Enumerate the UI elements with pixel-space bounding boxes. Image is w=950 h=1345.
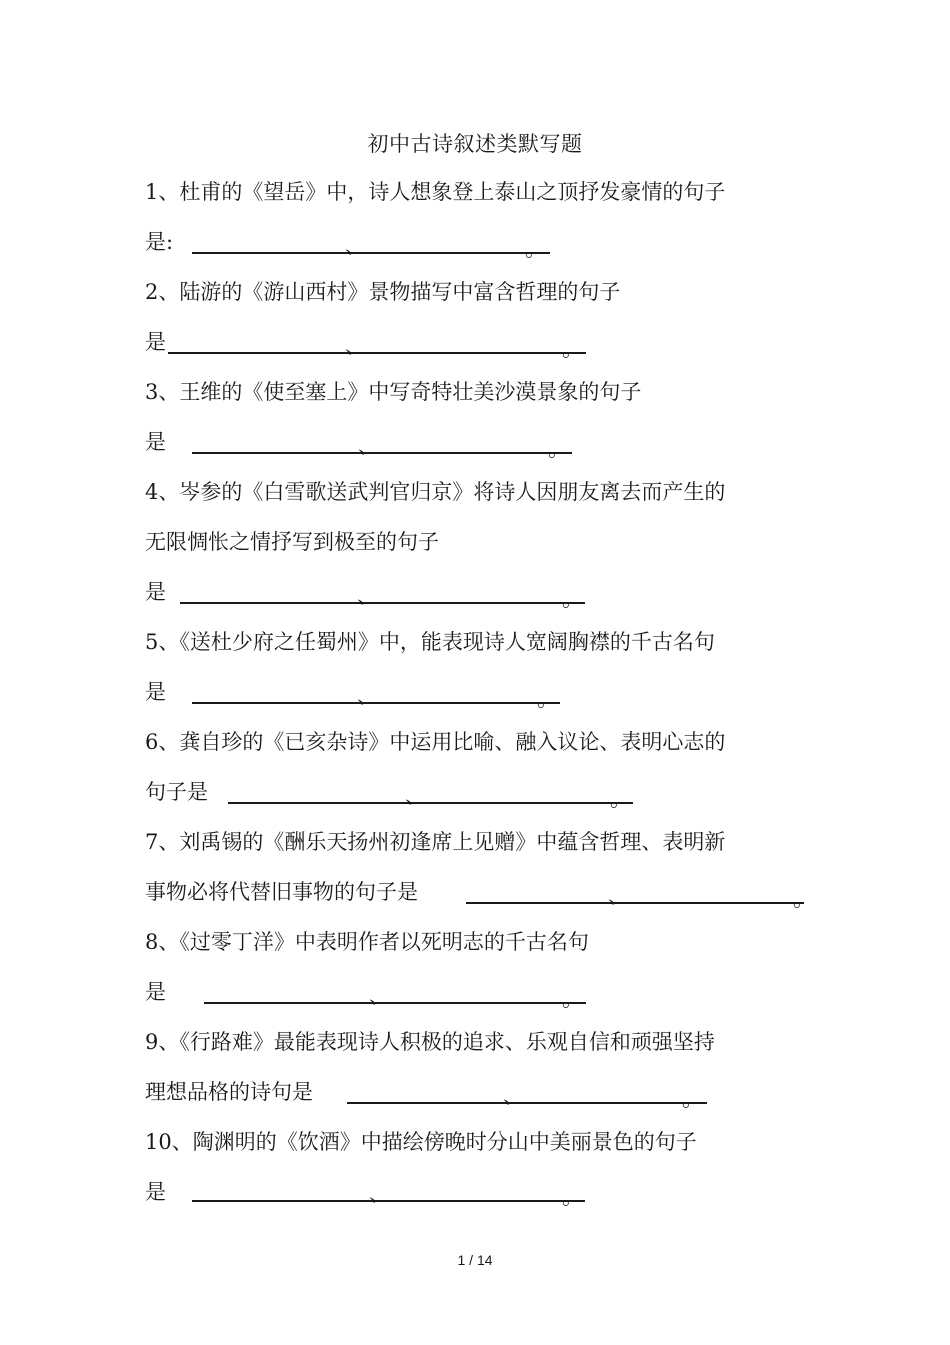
end-mark: 。 xyxy=(548,437,569,461)
question-9-prompt: 9、《行路难》最能表现诗人积极的追求、乐观自信和顽强坚持 xyxy=(145,1030,715,1054)
end-mark: 。 xyxy=(525,237,546,261)
separator-mark: 、 xyxy=(608,884,629,908)
end-mark: 。 xyxy=(793,887,814,911)
end-mark: 。 xyxy=(562,987,583,1011)
answer-blank-3[interactable] xyxy=(192,452,572,454)
question-8-lead: 是 xyxy=(145,980,166,1004)
separator-mark: 、 xyxy=(345,234,366,258)
answer-blank-2[interactable] xyxy=(168,352,586,354)
end-mark: 。 xyxy=(682,1087,703,1111)
answer-blank-8[interactable] xyxy=(204,1002,586,1004)
question-6-prompt: 6、龚自珍的《已亥杂诗》中运用比喻、融入议论、表明心志的 xyxy=(145,730,726,754)
page-title: 初中古诗叙述类默写题 xyxy=(367,132,583,156)
separator-mark: 、 xyxy=(369,1182,390,1206)
question-5-prompt: 5、《送杜少府之任蜀州》中，能表现诗人宽阔胸襟的千古名句 xyxy=(145,630,715,654)
end-mark: 。 xyxy=(562,587,583,611)
separator-mark: 、 xyxy=(357,684,378,708)
separator-mark: 、 xyxy=(369,984,390,1008)
question-10-prompt: 10、陶渊明的《饮酒》中描绘傍晚时分山中美丽景色的句子 xyxy=(145,1130,697,1154)
separator-mark: 、 xyxy=(358,434,379,458)
answer-blank-4[interactable] xyxy=(180,602,585,604)
answer-blank-1[interactable] xyxy=(192,252,550,254)
question-4-prompt-cont: 无限惆怅之情抒写到极至的句子 xyxy=(145,530,439,554)
question-2-lead: 是 xyxy=(145,330,166,354)
end-mark: 。 xyxy=(610,787,631,811)
end-mark: 。 xyxy=(562,1185,583,1209)
separator-mark: 、 xyxy=(345,334,366,358)
separator-mark: 、 xyxy=(405,784,426,808)
question-8-prompt: 8、《过零丁洋》中表明作者以死明志的千古名句 xyxy=(145,930,589,954)
question-10-lead: 是 xyxy=(145,1180,166,1204)
question-7-prompt: 7、刘禹锡的《酬乐天扬州初逢席上见赠》中蕴含哲理、表明新 xyxy=(145,830,726,854)
question-4-prompt: 4、岑参的《白雪歌送武判官归京》将诗人因朋友离去而产生的 xyxy=(145,480,726,504)
question-3-lead: 是 xyxy=(145,430,166,454)
question-4-lead: 是 xyxy=(145,580,166,604)
question-6-lead: 句子是 xyxy=(145,780,208,804)
answer-blank-6[interactable] xyxy=(228,802,633,804)
question-9-lead: 理想品格的诗句是 xyxy=(145,1080,313,1104)
question-3-prompt: 3、王维的《使至塞上》中写奇特壮美沙漠景象的句子 xyxy=(145,380,642,404)
answer-blank-9[interactable] xyxy=(347,1102,707,1104)
answer-blank-7[interactable] xyxy=(466,902,804,904)
question-7-lead: 事物必将代替旧事物的句子是 xyxy=(145,880,418,904)
question-5-lead: 是 xyxy=(145,680,166,704)
end-mark: 。 xyxy=(537,687,558,711)
question-2-prompt: 2、陆游的《游山西村》景物描写中富含哲理的句子 xyxy=(145,280,621,304)
question-1-lead: 是: xyxy=(145,230,174,254)
separator-mark: 、 xyxy=(357,584,378,608)
end-mark: 。 xyxy=(562,337,583,361)
page-number: 1 / 14 xyxy=(457,1252,493,1268)
question-1-prompt: 1、杜甫的《望岳》中，诗人想象登上泰山之顶抒发豪情的句子 xyxy=(145,180,726,204)
separator-mark: 、 xyxy=(503,1084,524,1108)
